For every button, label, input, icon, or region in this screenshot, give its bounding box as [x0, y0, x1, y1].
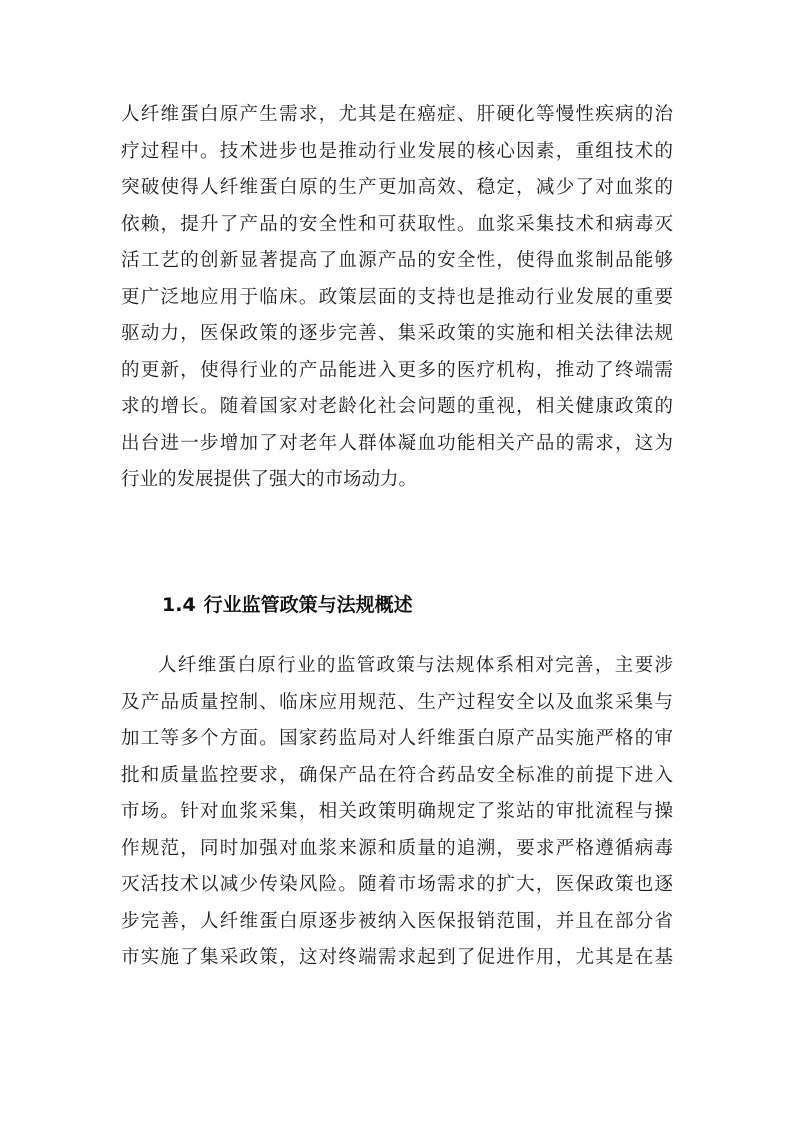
- paragraph-line: 市场。针对血浆采集，相关政策明确规定了浆站的审批流程与操: [121, 801, 673, 822]
- paragraph-line: 疗过程中。技术进步也是推动行业发展的核心因素，重组技术的: [121, 140, 673, 162]
- section-number: 1.4: [162, 594, 196, 616]
- paragraph-line: 活工艺的创新显著提高了血源产品的安全性，使得血浆制品能够: [121, 250, 673, 271]
- paragraph-line: 人纤维蛋白原行业的监管政策与法规体系相对完善，主要涉: [158, 655, 673, 676]
- paragraph-line: 求的增长。随着国家对老龄化社会问题的重视，相关健康政策的: [121, 396, 673, 417]
- paragraph-line: 驱动力，医保政策的逐步完善、集采政策的实施和相关法律法规: [121, 323, 673, 344]
- paragraph-line: 的更新，使得行业的产品能进入更多的医疗机构，推动了终端需: [121, 359, 673, 381]
- body-paragraph-1: [121, 97, 673, 499]
- paragraph-line: 及产品质量控制、临床应用规范、生产过程安全以及血浆采集与: [121, 691, 673, 713]
- paragraph-line: 依赖，提升了产品的安全性和可获取性。血浆采集技术和病毒灭: [121, 213, 673, 235]
- body-paragraph-2: [121, 648, 673, 977]
- section-title: 行业监管政策与法规概述: [203, 594, 413, 616]
- paragraph-line: 更广泛地应用于临床。政策层面的支持也是推动行业发展的重要: [121, 286, 673, 308]
- paragraph-line: 市实施了集采政策，这对终端需求起到了促进作用，尤其是在基: [121, 947, 673, 968]
- paragraph-line: 行业的发展提供了强大的市场动力。: [121, 469, 418, 490]
- paragraph-line: 加工等多个方面。国家药监局对人纤维蛋白原产品实施严格的审: [121, 728, 673, 749]
- paragraph-line: 出台进一步增加了对老年人群体凝血功能相关产品的需求，这为: [121, 432, 673, 454]
- paragraph-line: 批和质量监控要求，确保产品在符合药品安全标准的前提下进入: [121, 764, 673, 786]
- paragraph-line: 作规范，同时加强对血浆来源和质量的追溯，要求严格遵循病毒: [121, 837, 673, 859]
- section-heading: [162, 588, 413, 622]
- paragraph-line: 突破使得人纤维蛋白原的生产更加高效、稳定，减少了对血浆的: [121, 177, 673, 198]
- paragraph-line: 人纤维蛋白原产生需求，尤其是在癌症、肝硬化等慢性疾病的治: [121, 104, 673, 125]
- paragraph-line: 步完善，人纤维蛋白原逐步被纳入医保报销范围，并且在部分省: [121, 910, 673, 932]
- paragraph-line: 灭活技术以减少传染风险。随着市场需求的扩大，医保政策也逐: [121, 874, 673, 895]
